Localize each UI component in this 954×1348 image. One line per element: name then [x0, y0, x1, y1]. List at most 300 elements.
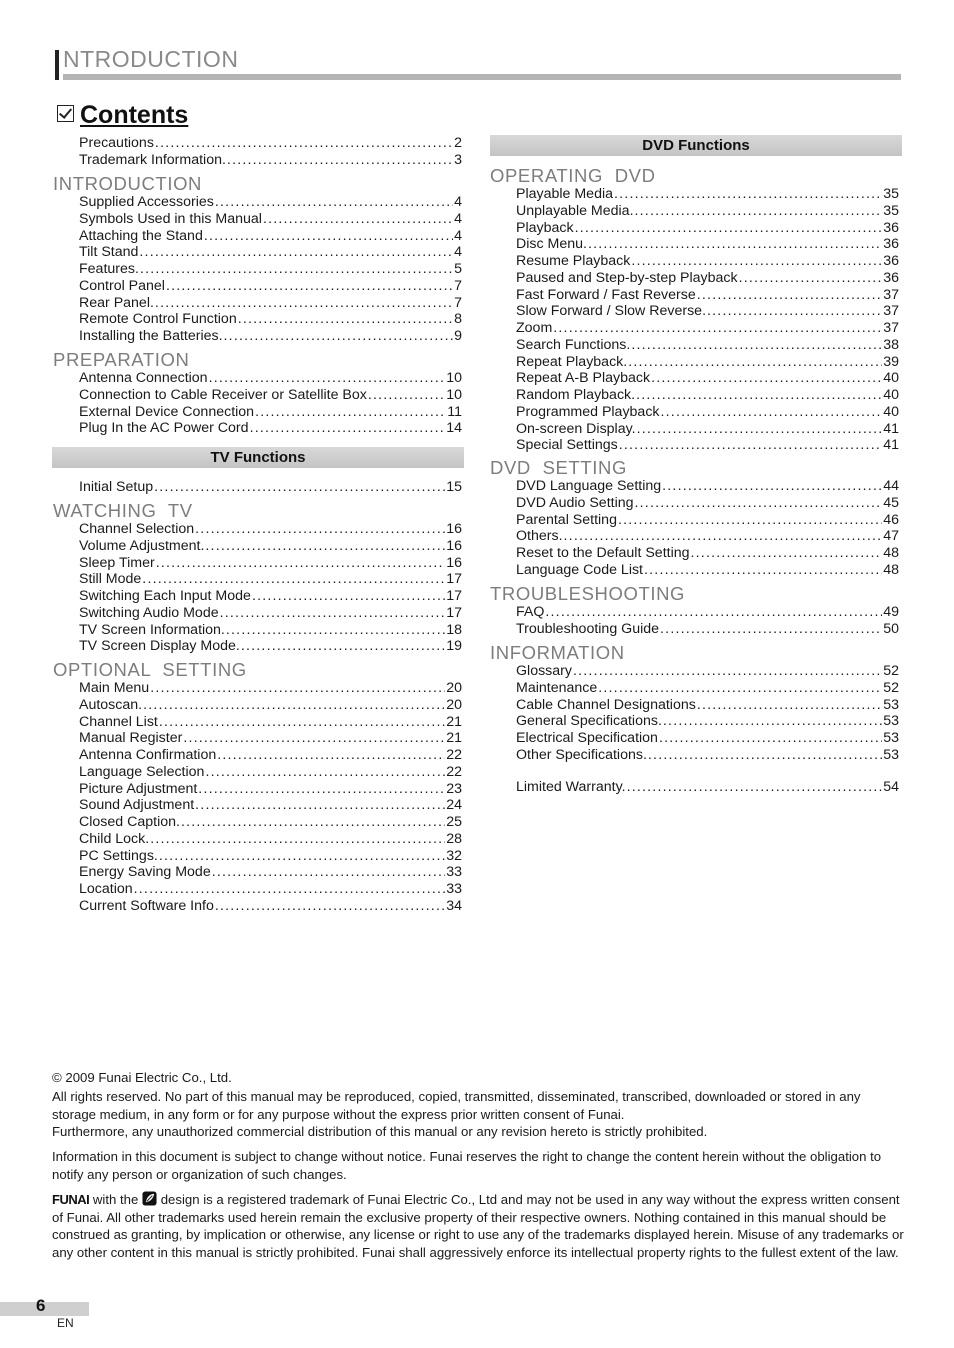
- section-heading-preparation: PREPARATION: [53, 349, 190, 370]
- toc-entry: [516, 621, 899, 638]
- toc-entry: [79, 680, 462, 697]
- toc-entry-page: 53: [883, 696, 899, 713]
- toc-leader-dots: [198, 781, 445, 798]
- toc-entry-title: Resume Playback: [516, 253, 631, 269]
- trademark-paragraph: [52, 1191, 907, 1261]
- toc-entry-page: 10: [446, 386, 462, 403]
- header-rule: [63, 74, 901, 80]
- toc-entry-page: 28: [446, 830, 462, 847]
- toc-leader-dots: [154, 479, 445, 496]
- toc-entry: [79, 387, 462, 404]
- toc-entry: [79, 747, 462, 764]
- toc-entry-page: 11: [447, 403, 462, 420]
- toc-entry: [79, 370, 462, 387]
- toc-entry-page: 7: [454, 294, 462, 311]
- toc-leader-dots: [588, 236, 882, 253]
- toc-leader-dots: [252, 588, 445, 605]
- toc-leader-dots: [195, 797, 445, 814]
- toc-leader-dots: [614, 186, 882, 203]
- toc-leader-dots: [627, 779, 883, 796]
- toc-entry-page: 24: [446, 797, 462, 814]
- toc-entry-title: DVD Language Setting: [516, 478, 662, 494]
- toc-leader-dots: [663, 713, 882, 730]
- toc-leader-dots: [660, 621, 882, 638]
- toc-entry-page: 33: [446, 864, 462, 881]
- toc-entry-page: 17: [446, 571, 462, 588]
- section-heading-operating-dvd: OPERATING DVD: [490, 165, 656, 186]
- toc-entry: [516, 404, 899, 421]
- toc-leader-dots: [636, 387, 882, 404]
- toc-entry: [516, 512, 899, 529]
- section-heading-optional-setting: OPTIONAL SETTING: [53, 659, 247, 680]
- toc-leader-dots: [205, 764, 445, 781]
- with-the-text: with the: [92, 1192, 139, 1207]
- toc-entry-title: Rear Panel.: [79, 294, 154, 311]
- toc-leader-dots: [204, 228, 453, 245]
- toc-entry-page: 47: [883, 528, 899, 545]
- rights-text: All rights reserved. No part of this manual may be reproduced, copied, transmitted, disseminated, transcribed, downloaded or stored in any storage medium, in any form or for any purpose without the express prior written consent of Funai.: [52, 1089, 861, 1122]
- toc-entry-page: 18: [446, 621, 462, 638]
- toc-entry-page: 48: [883, 561, 899, 578]
- toc-entry-title: Remote Control Function: [79, 311, 237, 328]
- toc-entry-page: 37: [883, 303, 899, 320]
- toc-entry-page: 15: [446, 479, 462, 495]
- contents-title: Contents: [80, 101, 189, 129]
- rights-paragraph: [52, 1088, 907, 1141]
- toc-entry: [79, 538, 462, 555]
- toc-entry-page: 14: [446, 420, 462, 437]
- toc-entry-title: Energy Saving Mode: [79, 864, 211, 881]
- toc-entry-title: Autoscan.: [79, 696, 143, 713]
- toc-entry-page: 22: [446, 763, 462, 780]
- toc-leader-dots: [651, 370, 882, 387]
- toc-entry-page: 5: [454, 261, 462, 277]
- toc-leader-dots: [545, 604, 882, 621]
- toc-entry-title: TV Screen Display Mode.: [79, 638, 240, 655]
- toc-leader-dots: [635, 495, 883, 512]
- toc-entry: [79, 797, 462, 814]
- toc-entry: [79, 244, 462, 261]
- toc-entry-page: 16: [446, 537, 462, 554]
- toc-entry-page: 21: [446, 730, 462, 747]
- toc-entry-page: 34: [446, 897, 462, 914]
- toc-leader-dots: [183, 730, 445, 747]
- copyright-line: © 2009 Funai Electric Co., Ltd.: [52, 1070, 232, 1085]
- toc-entry-page: 4: [454, 210, 462, 227]
- toc-entry: [516, 495, 899, 512]
- toc-entry: [516, 387, 899, 404]
- toc-entry: [79, 848, 462, 865]
- toc-entry: [79, 781, 462, 798]
- toc-entry-page: 16: [446, 554, 462, 571]
- toc-leader-dots: [631, 253, 882, 270]
- toc-entry-page: 39: [883, 353, 899, 370]
- trademark-text: design is a registered trademark of Funai Electric Co., Ltd and may not be used in any way without the express written consent of Funai. All other trademarks used herein remain the exclusive property of their respective owners. Nothing contained in this manual should be construed as granting, by implication or otherwise, any license or right to use any of the trademarks displayed herein. Misuse of any trademarks or any other content in this manual is strictly prohibited. Funai shall aggressively enforce its intellectual property rights to the fullest extent of the law.: [52, 1192, 904, 1260]
- toc-leader-dots: [150, 680, 445, 697]
- toc-entry-title: Picture Adjustment: [79, 780, 198, 797]
- toc-entry-title: Electrical Specification: [516, 730, 658, 746]
- toc-entry: [79, 328, 462, 345]
- toc-entry: [516, 421, 899, 438]
- toc-entry-page: 4: [454, 227, 462, 244]
- toc-entry-page: 2: [454, 135, 462, 151]
- toc-entry-page: 38: [883, 336, 899, 353]
- toc-entry-title: Unplayable Media.: [516, 202, 634, 219]
- toc-entry-title: Volume Adjustment.: [79, 537, 205, 554]
- toc-leader-dots: [150, 831, 445, 848]
- toc-entry: [79, 571, 462, 588]
- toc-leader-dots: [697, 697, 882, 714]
- toc-entry-title: Symbols Used in this Manual: [79, 210, 262, 227]
- toc-entry: [79, 420, 462, 437]
- toc-entry-title: Fast Forward / Fast Reverse: [516, 286, 696, 303]
- toc-entry: [79, 588, 462, 605]
- toc-entry-title: Disc Menu.: [516, 236, 587, 253]
- toc-leader-dots: [637, 421, 883, 438]
- toc-leader-dots: [156, 555, 446, 572]
- toc-leader-dots: [662, 478, 882, 495]
- toc-entry-page: 53: [883, 730, 899, 746]
- toc-entry-title: Plug In the AC Power Cord: [79, 420, 249, 437]
- toc-entry-title: Antenna Confirmation: [79, 747, 217, 763]
- toc-entry-title: Location: [79, 881, 133, 897]
- toc-entry: [516, 270, 899, 287]
- toc-entry-page: 20: [446, 696, 462, 713]
- toc-leader-dots: [238, 311, 453, 328]
- toc-entry: [516, 337, 899, 354]
- toc-entry-title: Troubleshooting Guide: [516, 620, 660, 637]
- toc-entry-page: 45: [883, 494, 899, 511]
- toc-entry-page: 54: [883, 779, 899, 795]
- toc-leader-dots: [628, 354, 882, 371]
- toc-entry-title: Control Panel: [79, 277, 165, 294]
- toc-leader-dots: [255, 404, 446, 421]
- toc-leader-dots: [707, 303, 882, 320]
- toc-entry: [516, 354, 899, 371]
- toc-leader-dots: [691, 545, 883, 562]
- toc-entry-title: Still Mode: [79, 571, 142, 588]
- toc-entry-page: 52: [883, 663, 899, 679]
- toc-leader-dots: [226, 622, 445, 639]
- toc-entry-title: On-screen Display.: [516, 420, 636, 437]
- toc-entry: [79, 697, 462, 714]
- toc-entry-page: 23: [446, 780, 462, 797]
- toc-entry: [79, 622, 462, 639]
- toc-entry-title: Current Software Info: [79, 897, 214, 914]
- toc-entry-title: Reset to the Default Setting: [516, 545, 690, 561]
- toc-entry-page: 36: [883, 236, 899, 253]
- toc-entry: [516, 528, 899, 545]
- toc-entry-page: 35: [883, 186, 899, 202]
- toc-leader-dots: [648, 747, 882, 764]
- toc-entry-title: Switching Audio Mode: [79, 604, 219, 621]
- toc-entry-title: Supplied Accessories: [79, 194, 214, 210]
- toc-entry: [516, 220, 899, 237]
- toc-entry-page: 19: [446, 638, 462, 655]
- toc-leader-dots: [181, 814, 445, 831]
- toc-entry-title: Switching Each Input Mode: [79, 588, 251, 604]
- toc-entry-title: Tilt Stand: [79, 244, 139, 261]
- toc-entry-title: Programmed Playback: [516, 403, 660, 420]
- toc-entry-page: 33: [446, 881, 462, 897]
- toc-leader-dots: [241, 638, 445, 655]
- toc-entry: [516, 663, 899, 680]
- toc-entry-title: Paused and Step-by-step Playback: [516, 269, 738, 286]
- toc-entry-page: 21: [446, 713, 462, 730]
- toc-leader-dots: [139, 244, 453, 261]
- toc-entry-page: 36: [883, 219, 899, 236]
- toc-entry-page: 22: [446, 747, 462, 763]
- toc-leader-dots: [195, 521, 445, 538]
- toc-entry-page: 20: [446, 680, 462, 696]
- toc-entry-page: 10: [446, 370, 462, 386]
- toc-entry: [79, 404, 462, 421]
- section-heading-watching-tv: WATCHING TV: [53, 500, 193, 521]
- toc-entry-page: 16: [446, 521, 462, 537]
- toc-entry-title: TV Screen Information.: [79, 621, 225, 638]
- toc-entry: [516, 437, 899, 454]
- toc-entry-title: Zoom: [516, 320, 553, 336]
- toc-entry-page: 37: [883, 320, 899, 336]
- toc-entry-title: Installing the Batteries.: [79, 328, 223, 344]
- toc-entry-title: Precautions: [79, 135, 154, 151]
- toc-entry: [516, 370, 899, 387]
- toc-leader-dots: [368, 387, 445, 404]
- toc-entry: [79, 764, 462, 781]
- checkbox-icon: [57, 105, 74, 122]
- toc-leader-dots: [619, 437, 882, 454]
- toc-leader-dots: [159, 848, 445, 865]
- toc-leader-dots: [155, 135, 453, 152]
- toc-entry-title: Attaching the Stand: [79, 227, 203, 244]
- toc-entry: [79, 295, 462, 312]
- funai-logo: FUNAI: [52, 1192, 90, 1207]
- toc-entry-page: 9: [454, 328, 462, 344]
- toc-leader-dots: [263, 211, 453, 228]
- toc-entry: [516, 478, 899, 495]
- toc-entry-page: 17: [446, 604, 462, 621]
- toc-entry-title: General Specifications.: [516, 713, 662, 730]
- toc-leader-dots: [215, 194, 453, 211]
- toc-entry: [79, 194, 462, 211]
- toc-entry-title: Language Selection: [79, 763, 205, 780]
- toc-leader-dots: [227, 152, 453, 169]
- toc-entry-page: 7: [454, 277, 462, 294]
- toc-entry: [516, 747, 899, 764]
- toc-entry-title: Channel List: [79, 713, 158, 730]
- toc-leader-dots: [598, 680, 882, 697]
- toc-entry: [79, 521, 462, 538]
- toc-entry: [516, 253, 899, 270]
- toc-entry-page: 41: [883, 420, 899, 437]
- toc-entry: [79, 278, 462, 295]
- toc-entry-page: 8: [454, 311, 462, 328]
- toc-entry: [79, 135, 462, 152]
- toc-leader-dots: [143, 697, 445, 714]
- toc-entry: [516, 697, 899, 714]
- toc-leader-dots: [140, 261, 453, 278]
- tv-functions-band: TV Functions: [52, 447, 464, 468]
- toc-leader-dots: [166, 278, 453, 295]
- toc-leader-dots: [217, 747, 445, 764]
- toc-leader-dots: [564, 528, 883, 545]
- notice-paragraph: Information in this document is subject to change without notice. Funai reserves the right to change the content herein without the obligation to notify any person or organization of such changes.: [52, 1149, 882, 1182]
- header-initial-bar: [55, 50, 59, 80]
- toc-entry-title: Antenna Connection: [79, 370, 208, 386]
- toc-leader-dots: [209, 370, 446, 387]
- toc-entry: [79, 730, 462, 747]
- toc-entry-page: 36: [883, 253, 899, 269]
- toc-entry: [79, 831, 462, 848]
- toc-entry-title: Child Lock.: [79, 830, 150, 847]
- toc-entry: [516, 186, 899, 203]
- toc-entry-title: Maintenance: [516, 679, 598, 696]
- toc-entry-page: 46: [883, 511, 899, 528]
- toc-leader-dots: [134, 881, 446, 898]
- toc-entry-page: 32: [446, 847, 462, 864]
- toc-leader-dots: [142, 571, 445, 588]
- toc-entry-title: PC Settings.: [79, 847, 158, 864]
- toc-leader-dots: [618, 512, 882, 529]
- toc-entry: [516, 303, 899, 320]
- toc-entry-title: Others.: [516, 528, 563, 545]
- toc-entry-page: 37: [883, 286, 899, 303]
- distribution-text: Furthermore, any unauthorized commercial distribution of this manual or any revision hereto is strictly prohibited.: [52, 1124, 708, 1139]
- toc-entry: [79, 864, 462, 881]
- toc-entry-title: Initial Setup: [79, 479, 154, 495]
- toc-entry-page: 3: [454, 151, 462, 168]
- toc-entry: [516, 545, 899, 562]
- toc-entry-page: 44: [883, 478, 899, 494]
- toc-entry-page: 49: [883, 604, 899, 620]
- toc-leader-dots: [205, 538, 445, 555]
- toc-entry: [516, 236, 899, 253]
- toc-entry-title: Manual Register: [79, 730, 183, 747]
- toc-entry-page: 50: [883, 620, 899, 637]
- toc-entry-page: 40: [883, 370, 899, 387]
- toc-leader-dots: [661, 404, 883, 421]
- toc-entry-title: Parental Setting: [516, 511, 617, 528]
- toc-leader-dots: [644, 562, 882, 579]
- toc-entry-title: Repeat Playback.: [516, 353, 628, 370]
- toc-entry-title: Playable Media: [516, 186, 614, 202]
- toc-entry: [79, 479, 462, 496]
- toc-entry-title: Random Playback.: [516, 387, 636, 403]
- toc-entry-title: Slow Forward / Slow Reverse.: [516, 303, 707, 320]
- toc-entry-title: Trademark Information.: [79, 151, 226, 168]
- toc-entry: [79, 881, 462, 898]
- toc-entry-title: Glossary: [516, 663, 572, 679]
- toc-entry: [79, 261, 462, 278]
- toc-entry-title: Features.: [79, 261, 139, 277]
- section-heading-information: INFORMATION: [490, 642, 625, 663]
- toc-entry-title: Repeat A-B Playback: [516, 370, 651, 387]
- toc-entry-page: 36: [883, 269, 899, 286]
- toc-entry-page: 35: [883, 202, 899, 219]
- toc-entry-title: Other Specifications.: [516, 746, 647, 763]
- toc-entry: [516, 713, 899, 730]
- toc-leader-dots: [224, 328, 454, 345]
- toc-entry: [79, 898, 462, 915]
- toc-entry-title: Closed Caption.: [79, 814, 180, 830]
- toc-entry: [516, 604, 899, 621]
- toc-entry: [79, 714, 462, 731]
- toc-entry-page: 41: [883, 437, 899, 454]
- toc-entry-title: Search Functions.: [516, 336, 631, 353]
- toc-entry-page: 4: [454, 244, 462, 261]
- toc-entry-title: Channel Selection: [79, 521, 195, 537]
- section-heading-dvd-setting: DVD SETTING: [490, 457, 627, 478]
- toc-leader-dots: [220, 605, 446, 622]
- toc-leader-dots: [739, 270, 883, 287]
- toc-entry-page: 40: [883, 387, 899, 403]
- toc-leader-dots: [659, 730, 882, 747]
- header-title: NTRODUCTION: [63, 46, 239, 72]
- toc-entry-title: Language Code List: [516, 561, 644, 578]
- toc-entry: [516, 320, 899, 337]
- toc-entry: [516, 562, 899, 579]
- page-number: 6: [36, 1296, 46, 1315]
- toc-entry-title: Cable Channel Designations: [516, 696, 696, 713]
- toc-entry-title: Sleep Timer: [79, 554, 155, 571]
- page-language: EN: [57, 1316, 74, 1330]
- toc-entry-title: Special Settings: [516, 437, 618, 454]
- toc-entry-page: 40: [883, 403, 899, 420]
- toc-leader-dots: [155, 295, 453, 312]
- toc-entry: [516, 680, 899, 697]
- dvd-functions-band: DVD Functions: [490, 135, 902, 156]
- toc-entry-page: 4: [454, 194, 462, 210]
- toc-leader-dots: [215, 898, 445, 915]
- toc-leader-dots: [575, 220, 883, 237]
- toc-entry-page: 25: [446, 814, 462, 830]
- toc-entry: [79, 555, 462, 572]
- toc-entry-title: Connection to Cable Receiver or Satellite Box: [79, 386, 367, 403]
- toc-entry-page: 17: [446, 588, 462, 604]
- toc-leader-dots: [631, 337, 882, 354]
- toc-entry-page: 53: [883, 713, 899, 730]
- toc-entry: [79, 311, 462, 328]
- funai-leaf-icon: [142, 1191, 157, 1206]
- toc-leader-dots: [553, 320, 882, 337]
- toc-entry-page: 52: [883, 679, 899, 696]
- toc-entry: [516, 779, 899, 796]
- toc-entry: [79, 638, 462, 655]
- toc-entry-title: FAQ: [516, 604, 545, 620]
- section-heading-introduction: INTRODUCTION: [53, 173, 203, 194]
- toc-entry: [516, 287, 899, 304]
- toc-entry-page: 48: [883, 545, 899, 561]
- toc-leader-dots: [635, 203, 883, 220]
- toc-entry-title: Playback: [516, 219, 574, 236]
- toc-entry-title: Limited Warranty.: [516, 779, 626, 795]
- toc-entry: [79, 228, 462, 245]
- section-heading-troubleshooting: TROUBLESHOOTING: [490, 583, 686, 604]
- toc-leader-dots: [159, 714, 445, 731]
- toc-entry: [516, 203, 899, 220]
- toc-entry: [79, 211, 462, 228]
- toc-entry-title: Sound Adjustment: [79, 797, 195, 814]
- toc-entry-title: Main Menu: [79, 680, 150, 696]
- toc-entry-title: DVD Audio Setting: [516, 494, 634, 511]
- toc-entry: [79, 814, 462, 831]
- toc-leader-dots: [212, 864, 446, 881]
- toc-entry: [516, 730, 899, 747]
- toc-entry-page: 53: [883, 746, 899, 763]
- toc-leader-dots: [573, 663, 882, 680]
- toc-entry-title: External Device Connection: [79, 403, 255, 420]
- toc-leader-dots: [697, 287, 882, 304]
